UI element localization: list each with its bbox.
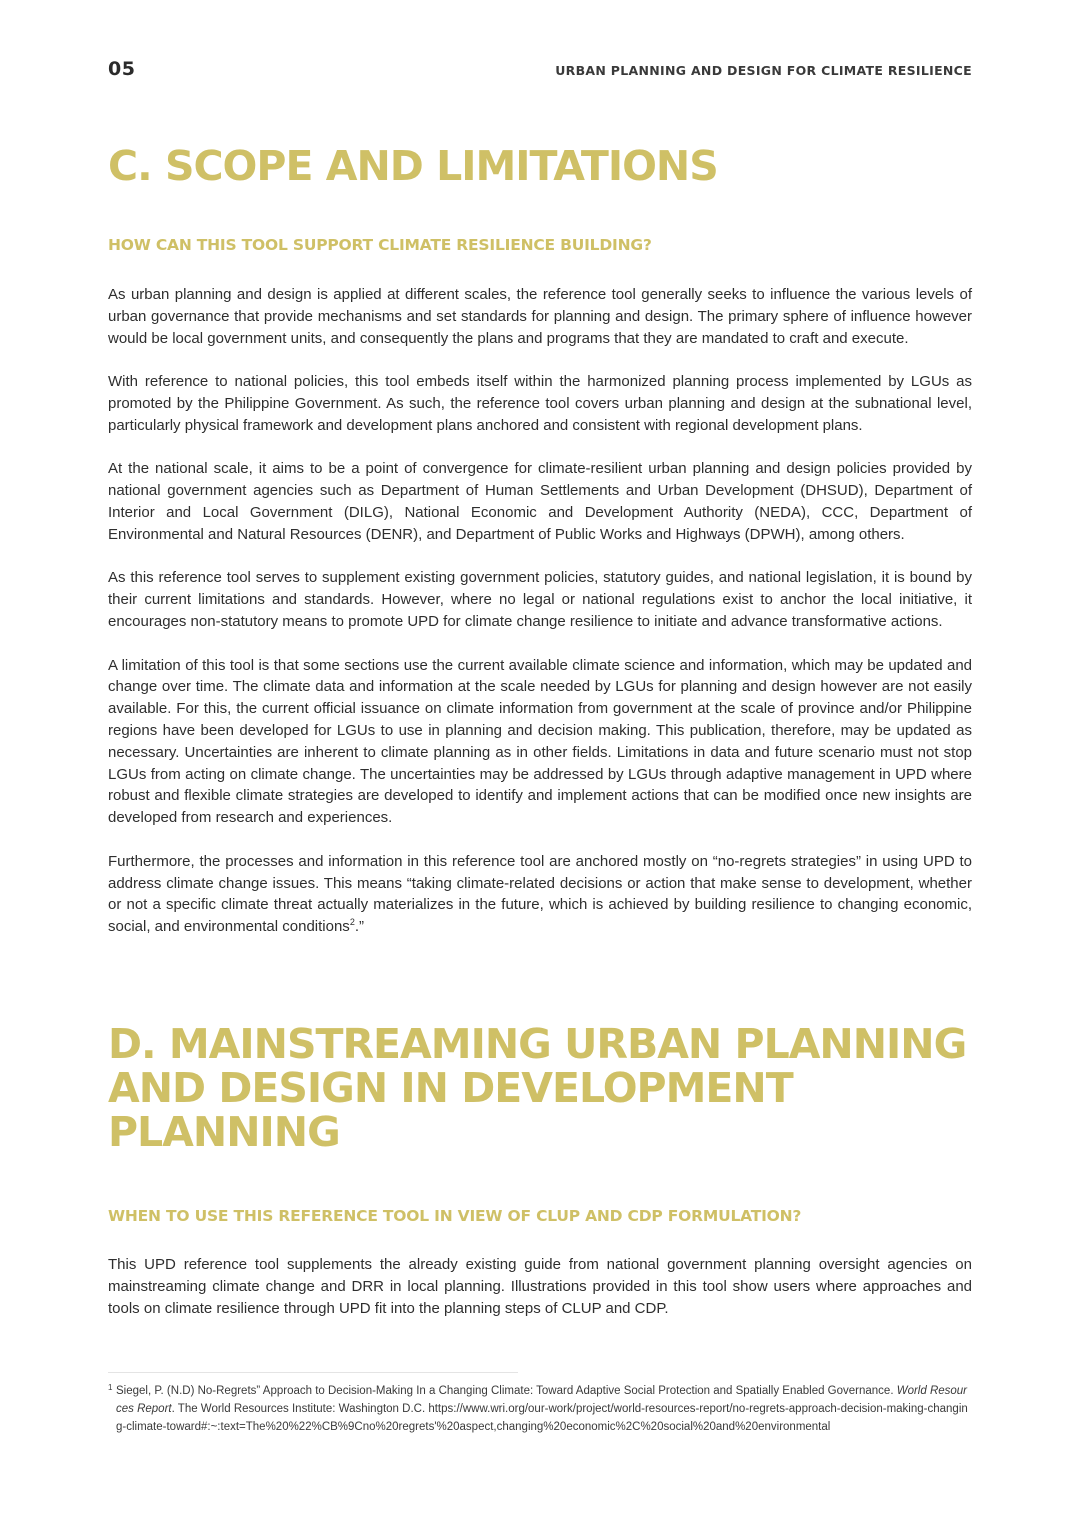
paragraph-close: .” [354,918,364,936]
section-c-subheading: HOW CAN THIS TOOL SUPPORT CLIMATE RESILIENCE BUILDING? [108,236,652,254]
paragraph: At the national scale, it aims to be a point of convergence for climate-resilient urban planning and design policies provided by national government agencies such as Department of Human Settlements and Urban Development (DHSUD), Department of Interior and Local Government (DILG), National Economic and Development Authority (NEDA), CCC, Department of Environmental and Natural Resources (DENR), and Department of Public Works and Highways (DPWH), among others. [108,460,972,543]
footnote-reference[interactable]: 2 [349,917,355,928]
paragraph: This UPD reference tool supplements the already existing guide from national government planning oversight agencies on mainstreaming climate change and DRR in local planning. Illustrations provided in this tool show users where approaches and tools on climate resilience through UPD fit into the planning steps of CLUP and CDP. [108,1256,972,1317]
paragraph-text: Furthermore, the processes and information in this reference tool are anchored mostly on “no-regrets strategies” in using UPD to address climate change issues. This means “taking climate-related decisions or action that make sense to development, whether or not a specific climate threat actually materializes in the future, which is achieved by building resilience to changing economic, social, and environmental conditions [108,852,972,936]
section-d-title: D. MAINSTREAMING URBAN PLANNING AND DESIGN IN DEVELOPMENT PLANNING [108,1020,967,1156]
footnote-marker: 1 [108,1383,113,1392]
section-d-subheading: WHEN TO USE THIS REFERENCE TOOL IN VIEW OF CLUP AND CDP FORMULATION? [108,1207,802,1225]
footnote-url[interactable]: . The World Resources Institute: Washington D.C. https://www.wri.org/our-work/project/world-resources-report/no-regrets-approach-decision-making-changing-climate-toward#:~:text=The%20%22%CB%9Cno%20regrets'%20aspect,changing%20economic%2C%20social%20and%20environmental [116,1403,968,1433]
section-d-body [108,1254,972,1319]
footnote [108,1382,972,1436]
section-c-body [108,284,972,960]
paragraph: With reference to national policies, this tool embeds itself within the harmonized planning process implemented by LGUs as promoted by the Philippine Government. As such, the reference tool covers urban planning and design at the subnational level, particularly physical framework and development plans anchored and consistent with regional development plans. [108,373,972,434]
paragraph: A limitation of this tool is that some sections use the current available climate science and information, which may be updated and change over time. The climate data and information at the scale needed by LGUs for planning and design however are not easily available. For this, the current official issuance on climate information from government at the scale of province and/or Philippine regions have been developed for LGUs to use in planning and decision making. This publication, therefore, may be updated as necessary. Uncertainties are inherent to climate planning as in other fields. Limitations in data and future scenario must not stop LGUs from acting on climate change. The uncertainties may be addressed by LGUs through adaptive management in UPD where robust and flexible climate strategies are developed to identify and implement actions that can be modified once new insights are developed from research and experiences. [108,656,972,827]
footnote-divider [108,1372,518,1373]
paragraph: As this reference tool serves to supplement existing government policies, statutory guides, and national legislation, it is bound by their current limitations and standards. However, where no legal or national regulations exist to anchor the local initiative, it encourages non-statutory means to promote UPD for climate change resilience to initiate and advance transformative actions. [108,569,972,630]
paragraph-last [108,851,972,938]
running-header: URBAN PLANNING AND DESIGN FOR CLIMATE RESILIENCE [555,63,972,78]
footnote-publication: World Resources Report [116,1385,968,1415]
footnote-citation: Siegel, P. (N.D) No-Regrets” Approach to Decision-Making In a Changing Climate: Toward Adaptive Social Protection and Spatially Enabled Governance. [116,1385,897,1397]
page-number: 05 [108,58,136,80]
footnote-text [108,1382,972,1436]
section-c-title: C. SCOPE AND LIMITATIONS [108,142,718,190]
paragraph: As urban planning and design is applied at different scales, the reference tool generally seeks to influence the various levels of urban governance that provide mechanisms and set standards for planning and design. The primary sphere of influence however would be local government units, and consequently the plans and programs that they are mandated to craft and execute. [108,286,972,347]
